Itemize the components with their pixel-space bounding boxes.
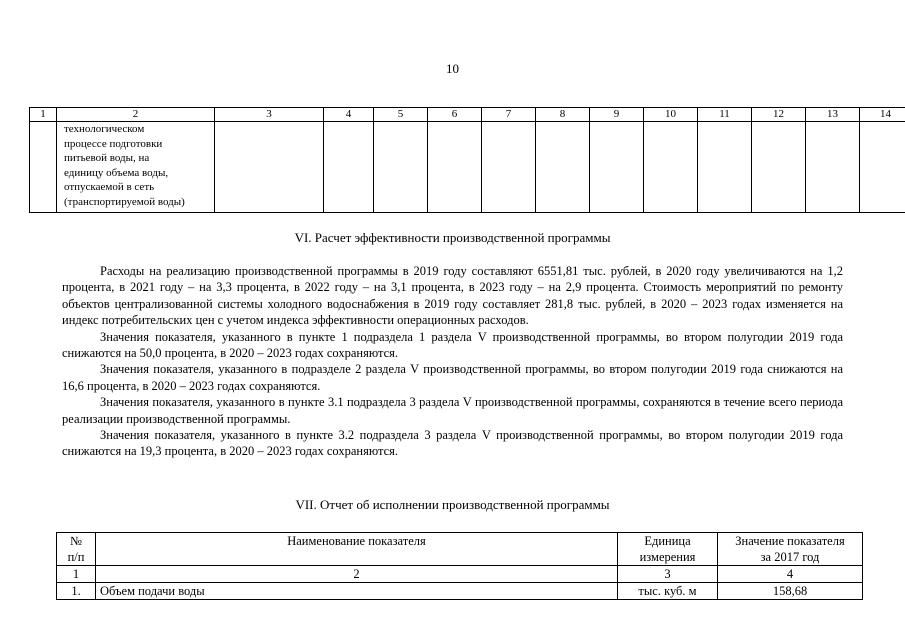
paragraph: Значения показателя, указанного в пункте 1 подраздела 1 раздела V производственной программы, во втором полугодии 2019 года снижаются на 50,0 процента, в 2020 – 2023 годах сохраняются. [62,329,843,361]
paragraph: Значения показателя, указанного в пункте 3.1 подраздела 3 раздела V производственной программы, сохраняются в течение всего периода реализации производственной программы. [62,395,843,426]
column-number: 3 [215,108,324,122]
column-number: 10 [644,108,698,122]
table-cell [428,122,482,213]
row-value: 158,68 [718,583,863,600]
table-row [30,122,905,213]
header-number [57,533,96,566]
column-number: 13 [806,108,860,122]
column-number: 7 [482,108,536,122]
description-line: единицу объема воды, [64,166,169,179]
paragraph: Расходы на реализацию производственной программы в 2019 году составляют 6551,81 тыс. рублей, в 2020 году увеличиваются на 1,2 процента, в 2021 году – на 3,3 процента, в 2022 году – на 3,1 процента, в 2023 году – на 2,9 процента. Стоимость мероприятий по ремонту объектов централизованной системы холодного водоснабжения в 2019 году составляет 281,8 тыс. рублей, в 2020 – 2023 годах изменяется на индекс потребительских цен с учетом индекса эффективности операционных расходов. [62,264,843,328]
paragraph: Значения показателя, указанного в пункте 3.2 подраздела 3 раздела V производственной программы, во втором полугодии 2019 года снижаются на 19,3 процента, в 2020 – 2023 годах сохраняются. [62,428,843,459]
column-number-row [57,566,863,583]
table-cell [482,122,536,213]
column-number: 4 [324,108,374,122]
column-number: 6 [428,108,482,122]
header-line: измерения [639,550,696,564]
section-7-heading: VII. Отчет об исполнении производственной программы [295,497,610,512]
table-cell [324,122,374,213]
continuation-table [29,107,905,213]
table-cell [752,122,806,213]
column-number: 4 [718,566,863,583]
header-unit [618,533,718,566]
table-cell [30,122,57,213]
table-cell [536,122,590,213]
description-line: питьевой воды, на [64,152,150,164]
description-line: (транспортируемой воды) [64,195,185,208]
table-cell [215,122,324,213]
column-number: 1 [57,566,96,583]
header-line: Значение показателя [735,534,845,548]
description-line: технологическом [64,123,145,135]
row-unit: тыс. куб. м [618,583,718,600]
table-cell [644,122,698,213]
section-6-heading: VI. Расчет эффективности производственной программы [294,230,611,245]
table-header-row [57,533,863,566]
header-indicator-name: Наименование показателя [96,533,618,566]
table-cell [860,122,905,213]
page-number: 10 [446,61,459,76]
header-line: за 2017 год [760,550,820,564]
table-cell [590,122,644,213]
column-number: 5 [374,108,428,122]
column-number: 9 [590,108,644,122]
row-indicator-name: Объем подачи воды [96,583,618,600]
description-line: отпускаемой в сеть [64,181,155,193]
column-number: 1 [30,108,57,122]
column-number: 2 [57,108,215,122]
indicator-description [57,122,215,213]
column-number: 14 [860,108,905,122]
table-cell [806,122,860,213]
column-number: 2 [96,566,618,583]
table-cell [374,122,428,213]
column-number: 3 [618,566,718,583]
column-number-row [30,108,905,122]
column-number: 8 [536,108,590,122]
header-value [718,533,863,566]
table-row [57,583,863,600]
header-line: Единица [644,534,691,548]
report-table [56,532,863,600]
section-6-text [62,263,843,460]
header-line: № [70,534,82,548]
table-cell [698,122,752,213]
column-number: 12 [752,108,806,122]
header-line: п/п [67,550,85,564]
row-number: 1. [57,583,96,600]
paragraph: Значения показателя, указанного в подразделе 2 раздела V производственной программы, во втором полугодии 2019 года снижаются на 16,6 процента, в 2020 – 2023 годах сохраняются. [62,362,843,393]
description-line: процессе подготовки [64,137,163,150]
column-number: 11 [698,108,752,122]
